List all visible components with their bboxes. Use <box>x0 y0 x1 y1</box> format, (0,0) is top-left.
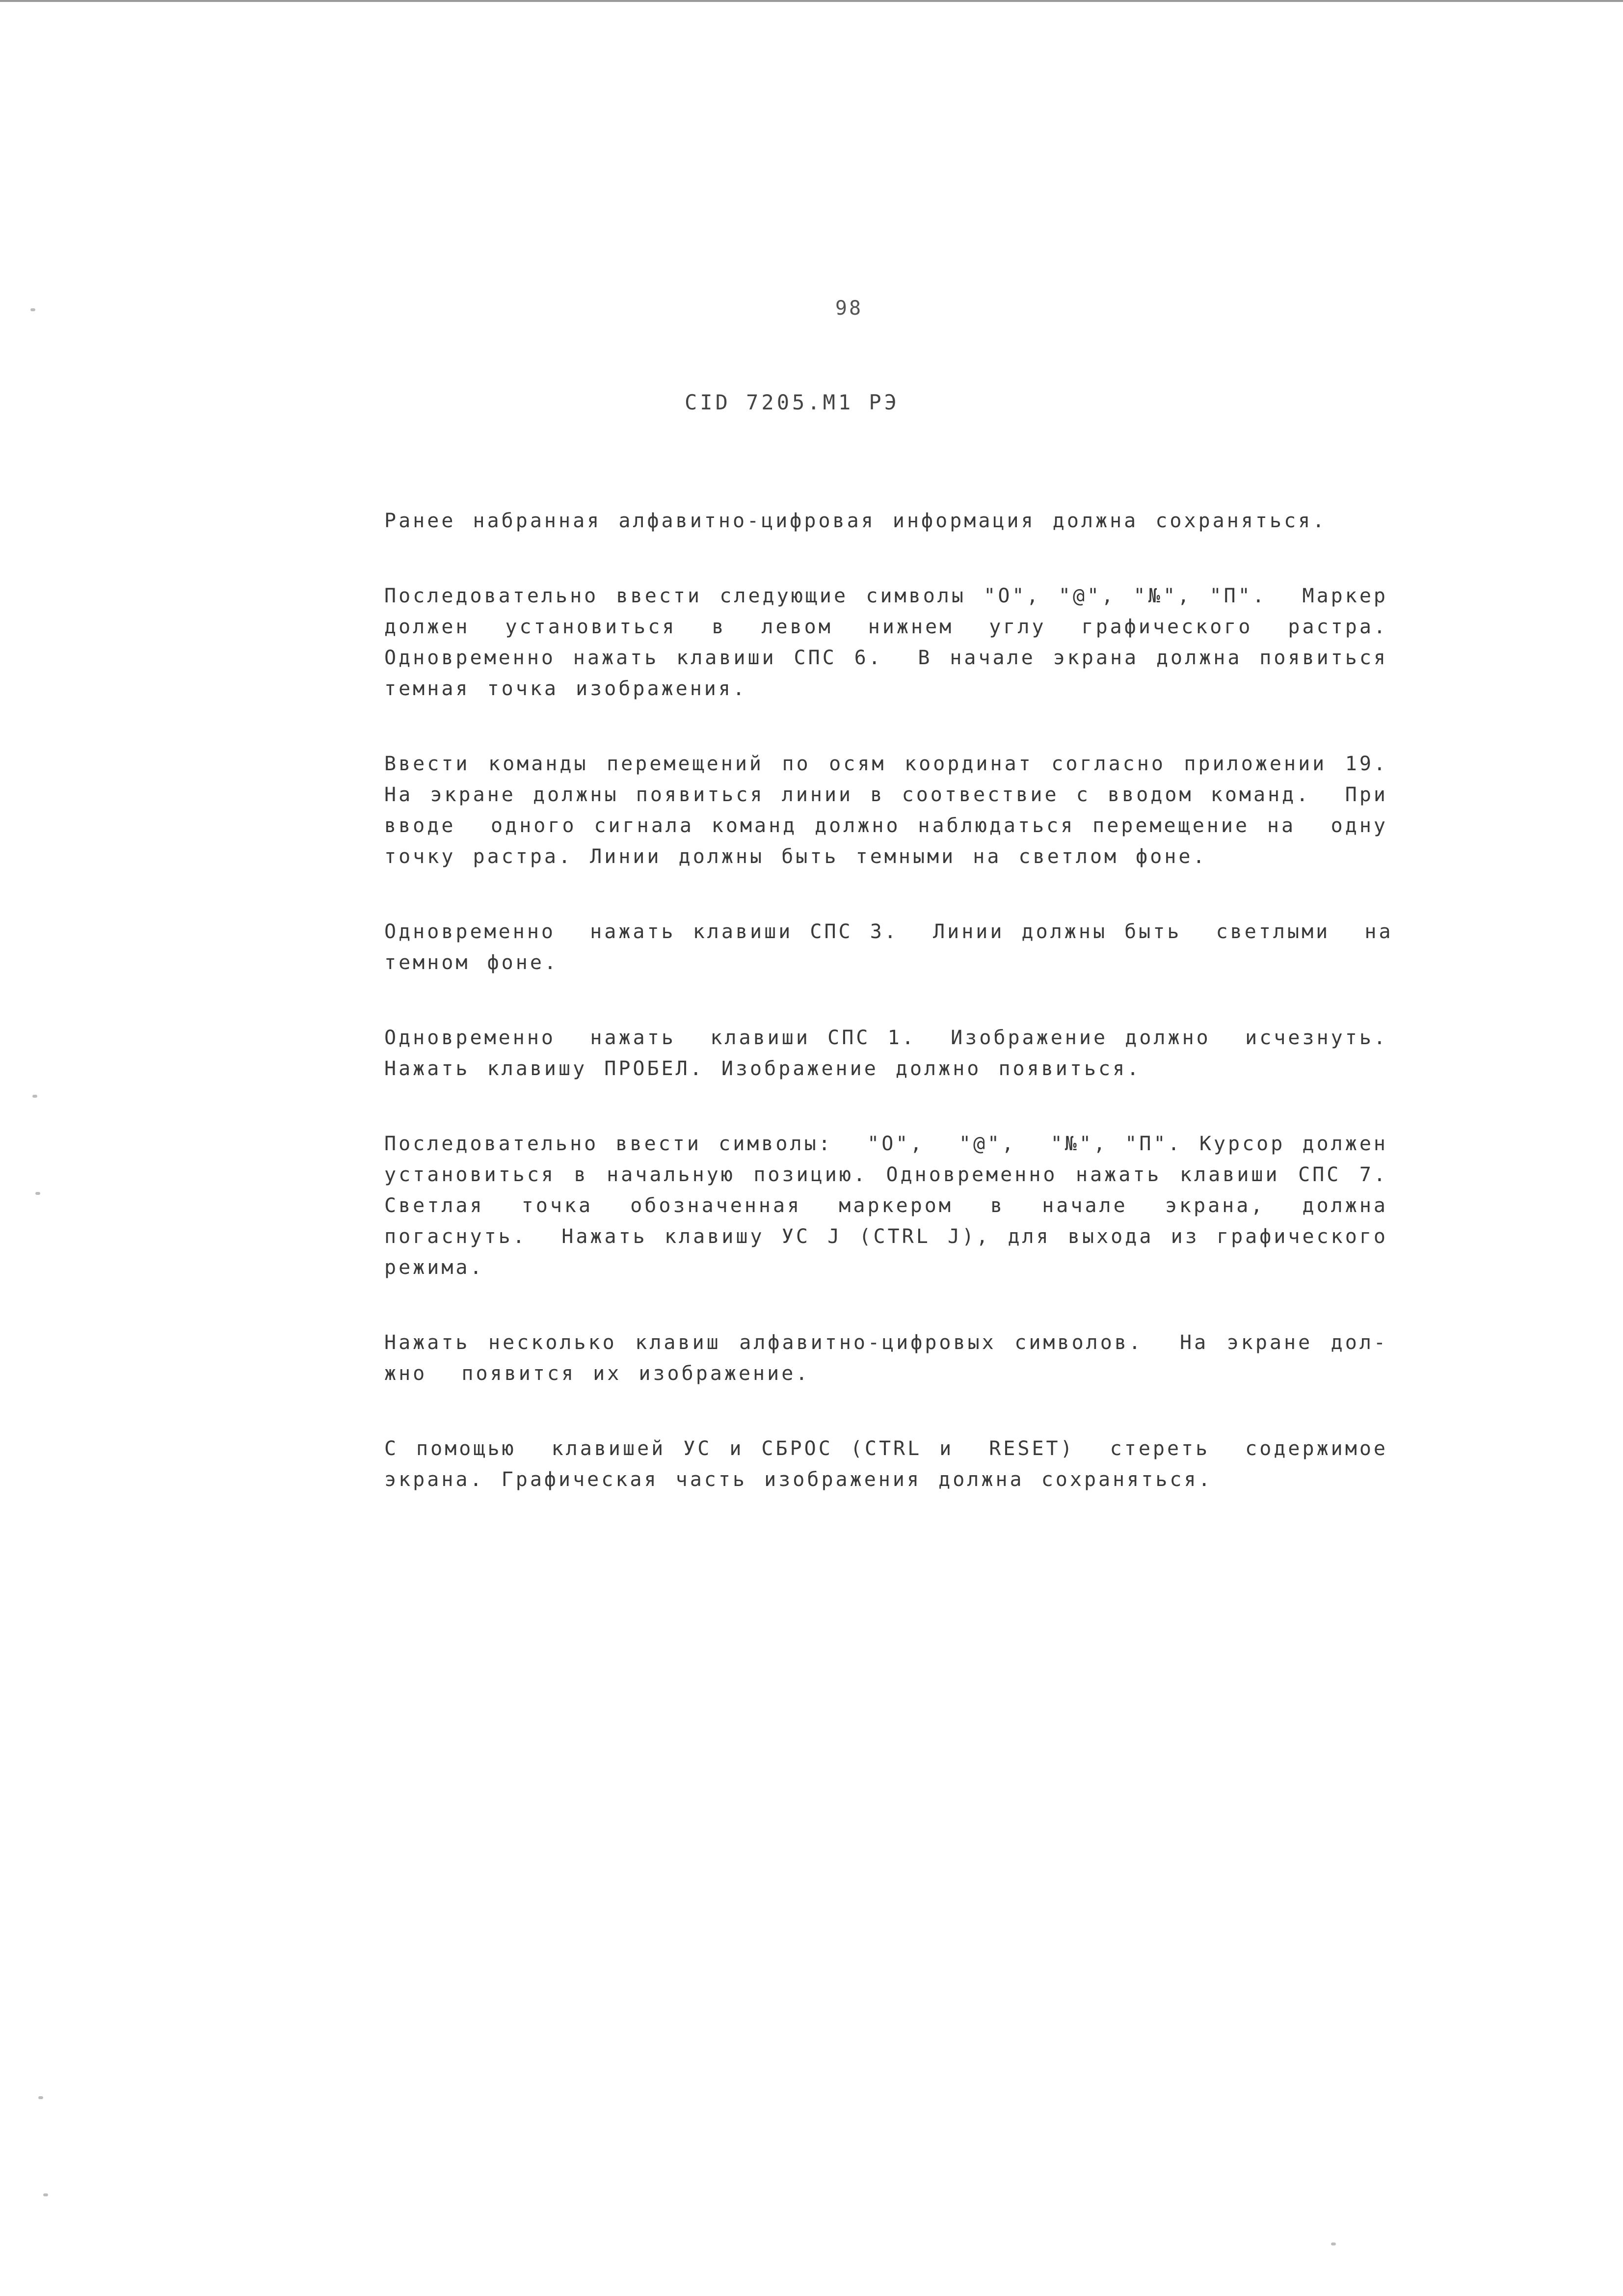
paragraph-alnum-keys <box>384 1327 1388 1389</box>
text-line: установиться в начальную позицию. Одновременно нажать клавиши СПС 7. <box>384 1163 1388 1186</box>
scan-speck <box>1331 2242 1336 2245</box>
text-line: режима. <box>384 1256 484 1279</box>
page-top-edge <box>0 0 1623 2</box>
scan-speck <box>35 1192 40 1195</box>
scan-speck <box>38 2096 43 2099</box>
scan-speck <box>43 2193 48 2196</box>
text-line: Последовательно ввести символы: "О", "@", "№", "П". Курсор должен <box>384 1133 1388 1155</box>
text-line: Одновременно нажать клавиши СПС 6. В начале экрана должна появиться <box>384 647 1388 669</box>
text-line: темная точка изображения. <box>384 677 747 700</box>
text-line: На экране должны появиться линии в соотвествие с вводом команд. При <box>384 783 1388 806</box>
text-line: экрана. Графическая часть изображения должна сохраняться. <box>384 1468 1213 1491</box>
text-line: Последовательно ввести следующие символы "О", "@", "№", "П". Маркер <box>384 585 1388 607</box>
scan-speck <box>32 1095 37 1098</box>
document-code: CID 7205.M1 РЭ <box>685 390 900 414</box>
paragraph-clear-screen <box>384 1433 1388 1495</box>
text-line: Одновременно нажать клавиши СПС 1. Изображение должно исчезнуть. <box>384 1026 1388 1049</box>
paragraph-move-commands <box>384 749 1388 872</box>
text-line: погаснуть. Нажать клавишу УС J (CTRL J), для выхода из графического <box>384 1225 1388 1248</box>
paragraph-marker-test <box>384 581 1388 704</box>
text-line: Нажать клавишу ПРОБЕЛ. Изображение должно появиться. <box>384 1057 1142 1080</box>
text-line: Ранее набранная алфавитно-цифровая информация должна сохраняться. <box>384 510 1327 532</box>
paragraph-cursor-reset <box>384 1129 1388 1283</box>
document-body <box>384 506 1393 1540</box>
text-line: должен установиться в левом нижнем углу графического растра. <box>384 616 1388 638</box>
paragraph-sps3 <box>384 917 1393 978</box>
text-line: темном фоне. <box>384 951 559 974</box>
text-line: вводе одного сигнала команд должно наблюдаться перемещение на одну <box>384 814 1388 837</box>
text-line: С помощью клавишей УС и СБРОС (CTRL и RESET) стереть содержимое <box>384 1437 1388 1460</box>
text-line: точку растра. Линии должны быть темными на светлом фоне. <box>384 845 1207 868</box>
text-line: Светлая точка обозначенная маркером в начале экрана, должна <box>384 1194 1388 1217</box>
paragraph-saved-info <box>384 506 1388 537</box>
text-line: Ввести команды перемещений по осям координат согласно приложении 19. <box>384 753 1388 775</box>
paragraph-sps1 <box>384 1023 1388 1084</box>
page-number: 98 <box>835 297 863 320</box>
text-line: Нажать несколько клавиш алфавитно-цифровых символов. На экране дол- <box>384 1331 1388 1354</box>
scan-speck <box>30 308 35 311</box>
text-line: жно появится их изображение. <box>384 1362 810 1385</box>
text-line: Одновременно нажать клавиши СПС 3. Линии должны быть светлыми на <box>384 920 1393 943</box>
